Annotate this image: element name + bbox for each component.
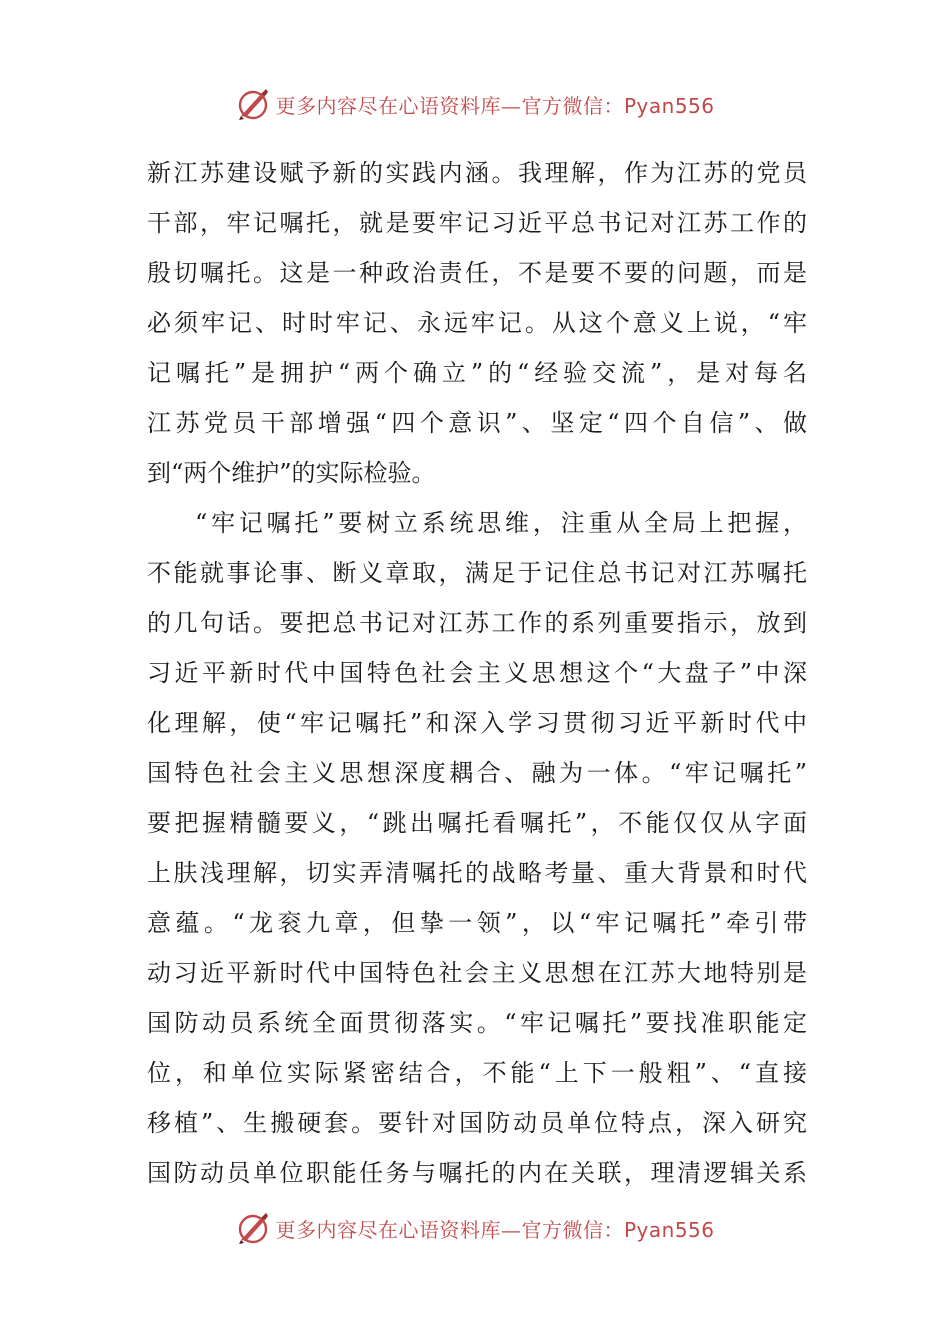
body-line: 国防动员单位职能任务与嘱托的内在关联，理清逻辑关系 (147, 1159, 807, 1187)
header-wechat-label: 官方微信： (521, 93, 624, 118)
header-brand: 更多内容尽在心语资料库 (275, 93, 501, 118)
header-banner (0, 82, 950, 126)
body-line: 化理解，使“牢记嘱托”和深入学习贯彻习近平新时代中 (147, 709, 807, 737)
body-line: 国特色社会主义思想深度耦合、融为一体。“牢记嘱托” (147, 759, 807, 787)
body-line: 意蕴。“龙衮九章，但挚一领”，以“牢记嘱托”牵引带 (147, 909, 807, 937)
pen-logo-icon (235, 1210, 271, 1246)
body-line: 国防动员系统全面贯彻落实。“牢记嘱托”要找准职能定 (147, 1009, 807, 1037)
body-line: 不能就事论事、断义章取，满足于记住总书记对江苏嘱托 (147, 559, 807, 587)
body-line: 位，和单位实际紧密结合，不能“上下一般粗”、“直接 (147, 1059, 807, 1087)
document-body (147, 148, 807, 1198)
header-wechat-id: Pyan556 (623, 93, 715, 118)
body-line: 必须牢记、时时牢记、永远牢记。从这个意义上说，“牢 (147, 309, 807, 337)
body-line: 殷切嘱托。这是一种政治责任，不是要不要的问题，而是 (147, 259, 807, 287)
footer-brand: 更多内容尽在心语资料库 (275, 1217, 501, 1242)
body-line: 要把握精髓要义，“跳出嘱托看嘱托”，不能仅仅从字面 (147, 809, 807, 837)
body-line: 的几句话。要把总书记对江苏工作的系列重要指示，放到 (147, 609, 807, 637)
header-dash: — (500, 93, 522, 118)
body-line: 上肤浅理解，切实弄清嘱托的战略考量、重大背景和时代 (147, 859, 807, 887)
body-line: 江苏党员干部增强“四个意识”、坚定“四个自信”、做 (147, 409, 807, 437)
body-line: 移植”、生搬硬套。要针对国防动员单位特点，深入研究 (147, 1109, 807, 1137)
footer-banner-text (275, 1214, 714, 1243)
footer-wechat-label: 官方微信： (521, 1217, 624, 1242)
footer-dash: — (500, 1217, 522, 1242)
body-line: 记嘱托”是拥护“两个确立”的“经验交流”，是对每名 (147, 359, 807, 387)
body-line: “牢记嘱托”要树立系统思维，注重从全局上把握， (195, 509, 807, 537)
footer-wechat-id: Pyan556 (623, 1217, 715, 1242)
body-line: 干部，牢记嘱托，就是要牢记习近平总书记对江苏工作的 (147, 209, 807, 237)
body-line: 新江苏建设赋予新的实践内涵。我理解，作为江苏的党员 (147, 159, 807, 187)
body-line: 到“两个维护”的实际检验。 (147, 459, 436, 487)
header-banner-text (275, 90, 714, 119)
body-line: 动习近平新时代中国特色社会主义思想在江苏大地特别是 (147, 959, 807, 987)
body-line: 习近平新时代中国特色社会主义思想这个“大盘子”中深 (147, 659, 807, 687)
pen-logo-icon (235, 86, 271, 122)
footer-banner (0, 1206, 950, 1250)
